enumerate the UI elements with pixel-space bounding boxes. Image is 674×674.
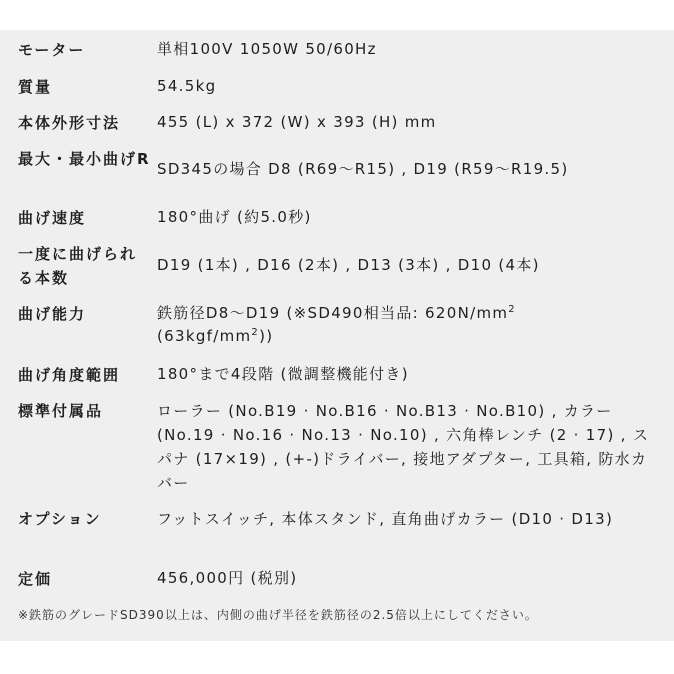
spec-value: 54.5kg	[157, 77, 217, 95]
spec-value: フットスイッチ, 本体スタンド, 直角曲げカラー (D10 · D13)	[157, 510, 614, 528]
spec-value: SD345の場合 D8 (R69～R15) , D19 (R59～R19.5)	[157, 160, 569, 178]
capacity-superscript-1: 2	[508, 304, 516, 315]
spec-value: 455 (L) x 372 (W) x 393 (H) mm	[157, 113, 437, 131]
capacity-text-1: 鉄筋径D8～D19 (※SD490相当品: 620N/mm	[157, 304, 509, 322]
spec-label: モーター	[18, 41, 86, 59]
spec-label: 定価	[18, 570, 53, 588]
capacity-text-3: ))	[259, 327, 274, 345]
spec-label: 本体外形寸法	[18, 114, 121, 132]
spec-value: 456,000円 (税別)	[157, 569, 298, 587]
capacity-superscript-2: 2	[251, 327, 260, 338]
spec-label: 曲げ速度	[18, 209, 87, 227]
spec-label: 一度に曲げられる本数	[18, 245, 138, 287]
spec-label: 質量	[18, 78, 53, 96]
spec-label: 標準付属品	[18, 402, 104, 420]
spec-value: D19 (1本) , D16 (2本) , D13 (3本) , D10 (4本)	[157, 256, 540, 274]
spec-value: 180°曲げ (約5.0秒)	[157, 208, 312, 226]
spec-label: 最大・最小曲げR	[18, 150, 151, 168]
spec-value	[157, 302, 662, 348]
spec-table	[0, 30, 674, 641]
spec-label: 曲げ角度範囲	[18, 366, 121, 384]
spec-label: 曲げ能力	[18, 305, 87, 323]
capacity-text-2: (63kgf/mm	[157, 327, 252, 345]
footnote: ※鉄筋のグレードSD390以上は、内側の曲げ半径を鉄筋径の2.5倍以上にしてください。	[18, 608, 538, 622]
spec-value: 180°まで4段階 (微調整機能付き)	[157, 365, 409, 383]
spec-value: 単相100V 1050W 50/60Hz	[157, 40, 377, 58]
spec-value: ローラー (No.B19 · No.B16 · No.B13 · No.B10) , カラー (No.19 · No.16 · No.13 · No.10) , 六角棒レンチ (2 · 17) , スパナ (17×19) , (+-)ドライバー, 接地アダプター, 工具箱, 防水カバー	[157, 402, 650, 492]
spec-label: オプション	[18, 510, 102, 528]
